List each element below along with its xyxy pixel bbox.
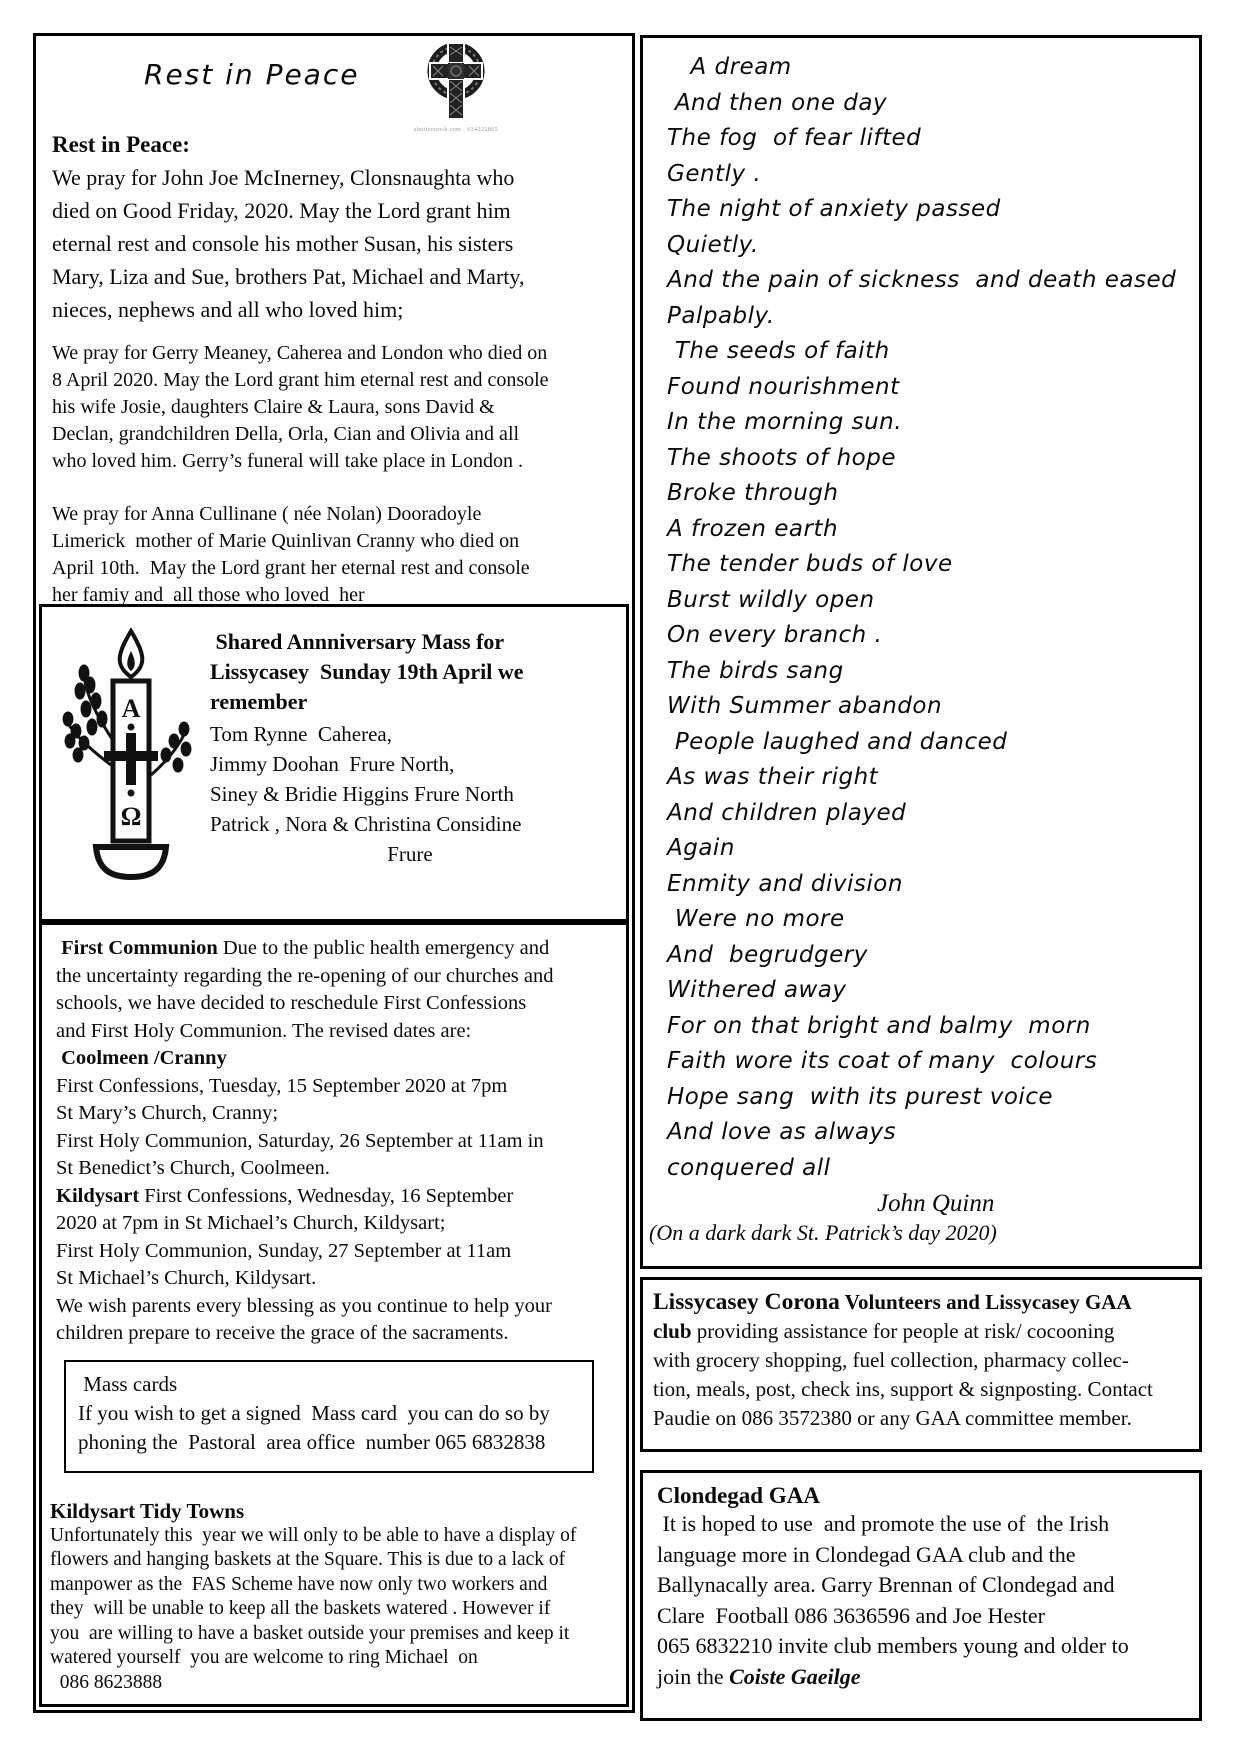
- clondegad-heading: Clondegad GAA: [657, 1483, 820, 1508]
- svg-text:Α: Α: [121, 694, 141, 723]
- poem-text: A dream And then one day The fog of fear lifted Gently . The night of anxiety passed Quietly. And the pain of sickness and death eased Palpably. The seeds of faith Found nourishment In the morning sun. The shoots of hope Broke through A frozen earth The tender buds of love Burst wildly open On every branch . The birds sang With Summer abandon People laughed and danced As was their right And children played Again Enmity and division Were no more And begrudgery Withered away For on that bright and balmy morn Faith wore its coat of many colours Hope sang with its purest voice And love as always conquered all: [667, 54, 1177, 1181]
- mass-cards-box: [64, 1360, 594, 1473]
- corona-volunteers-text: Lissycasey Corona Volunteers and Lissycasey GAA club providing assistance for people at risk/ cocooning with grocery shopping, fuel collection, pharmacy collec- tion, meals, post, check ins, support & signposting. Contact Paudie on 086 3572380 or any GAA committee member.: [653, 1289, 1153, 1430]
- svg-text:Ω: Ω: [120, 802, 142, 831]
- celtic-cross-icon: [413, 41, 499, 121]
- poem-note: (On a dark dark St. Patrick’s day 2020): [649, 1220, 997, 1245]
- mass-cards-text: Mass cards If you wish to get a signed Mass card you can do so by phoning the Pastoral area office number 065 6832838: [78, 1371, 550, 1454]
- rest-in-peace-script-title: Rest in Peace: [144, 58, 360, 91]
- rip-paragraph-2: We pray for Gerry Meaney, Caherea and London who died on 8 April 2020. May the Lord grant him eternal rest and console his wife Josie, daughters Claire & Laura, sons David & Declan, grandchildren Della, Orla, Cian and Olivia and all who loved him. Gerry’s funeral will take place in London .: [52, 342, 549, 472]
- corona-volunteers-box: [640, 1277, 1202, 1452]
- anniversary-names: Tom Rynne Caherea, Jimmy Doohan Frure North, Siney & Bridie Higgins Frure North Patrick , Nora & Christina Considine Frure: [210, 722, 522, 866]
- rest-in-peace-section: [36, 36, 632, 604]
- poem-box: [640, 35, 1202, 1269]
- paschal-candle-icon: [56, 625, 206, 902]
- clondegad-text: It is hoped to use and promote the use of the Irish language more in Clondegad GAA club and the Ballynacally area. Garry Brennan of Clondegad and Clare Football 086 3636596 and Joe Hester 065 6832210 invite club members young and older to join the Coiste Gaeilge: [657, 1511, 1129, 1689]
- anniversary-heading: Shared Annniversary Mass for Lissycasey Sunday 19th April we remember: [210, 629, 524, 714]
- rest-in-peace-heading: Rest in Peace:: [52, 132, 190, 157]
- anniversary-text: [210, 627, 610, 869]
- first-communion-text: First Communion Due to the public health emergency and the uncertainty regarding the re-opening of our churches and schools, we have decided to reschedule First Confessions and First Holy Communion. The revised dates are: Coolmeen /Cranny First Confessions, Tuesday, 15 September 2020 at 7pm St Mary’s Church, Cranny; First Holy Communion, Saturday, 26 September at 11am in St Benedict’s Church, Coolmeen. Kildysart First Confessions, Wednesday, 16 September 2020 at 7pm in St Michael’s Church, Kildysart; First Holy Communion, Sunday, 27 September at 11am St Michael’s Church, Kildysart. We wish parents every blessing as you continue to help your children prepare to receive the grace of the sacraments.: [56, 937, 554, 1344]
- tidy-towns-text: Unfortunately this year we will only to be able to have a display of flowers and hanging baskets at the Square. This is due to a lack of manpower as the FAS Scheme have now only two workers and they will be unable to keep all the baskets watered . However if you are willing to have a basket outside your premises and keep it watered yourself you are welcome to ring Michael on 086 8623888: [50, 1524, 577, 1693]
- anniversary-mass-box: [39, 604, 629, 922]
- stock-photo-watermark: shutterstock.com · 634222865: [413, 127, 499, 133]
- left-column: [33, 33, 635, 1713]
- right-column: [640, 35, 1202, 1721]
- first-communion-box: [39, 922, 629, 1707]
- clondegad-gaa-box: [640, 1470, 1202, 1721]
- tidy-towns-heading: Kildysart Tidy Towns: [50, 1498, 245, 1523]
- celtic-cross-figure: [401, 41, 511, 133]
- rip-paragraph-1: We pray for John Joe McInerney, Clonsnaughta who died on Good Friday, 2020. May the Lord grant him eternal rest and console his mother Susan, his sisters Mary, Liza and Sue, brothers Pat, Michael and Marty, nieces, nephews and all who loved him;: [52, 165, 525, 322]
- poem-author: John Quinn: [877, 1190, 995, 1217]
- rip-paragraph-3: We pray for Anna Cullinane ( née Nolan) Dooradoyle Limerick mother of Marie Quinlivan Cranny who died on April 10th. May the Lord grant her eternal rest and console her famiy and all those who loved her: [52, 503, 530, 606]
